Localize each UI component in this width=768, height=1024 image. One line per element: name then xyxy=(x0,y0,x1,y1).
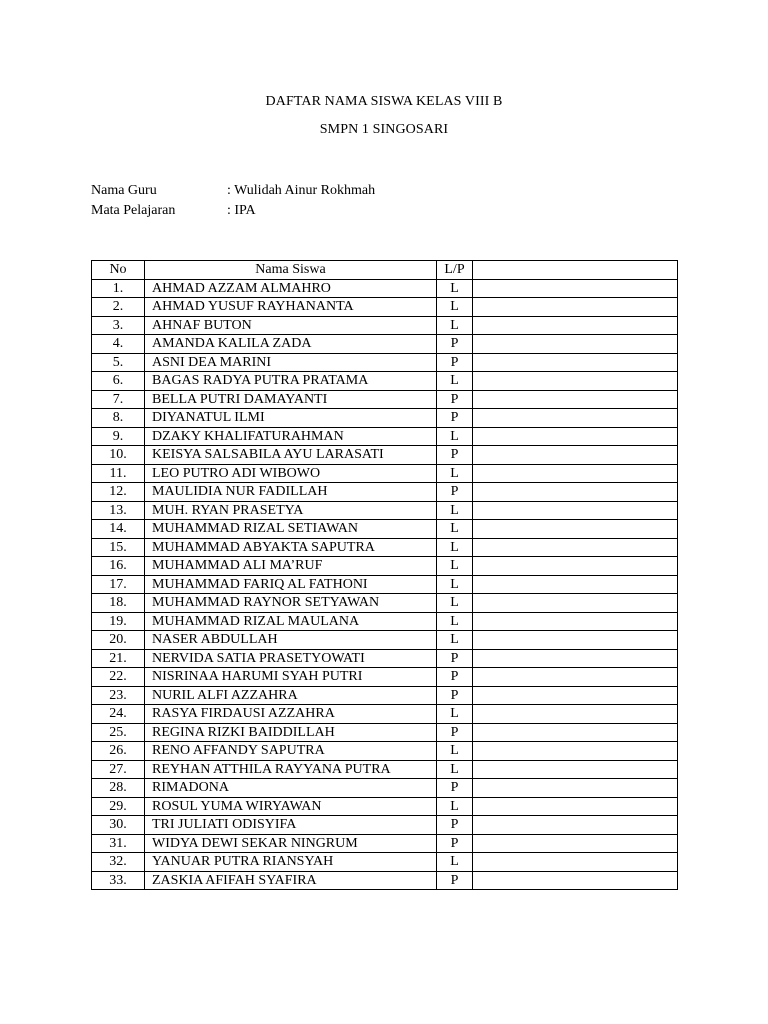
row-number: 16. xyxy=(92,557,145,576)
student-gender: P xyxy=(437,335,473,354)
table-row xyxy=(92,723,678,742)
row-number: 18. xyxy=(92,594,145,613)
blank-cell xyxy=(473,686,678,705)
student-name: ROSUL YUMA WIRYAWAN xyxy=(145,797,437,816)
blank-cell xyxy=(473,557,678,576)
blank-cell xyxy=(473,834,678,853)
student-name: NASER ABDULLAH xyxy=(145,631,437,650)
table-row xyxy=(92,483,678,502)
blank-cell xyxy=(473,760,678,779)
document-title: DAFTAR NAMA SISWA KELAS VIII B xyxy=(265,94,503,109)
student-gender: L xyxy=(437,298,473,317)
student-gender: L xyxy=(437,316,473,335)
row-number: 32. xyxy=(92,853,145,872)
table-row xyxy=(92,871,678,890)
header-name: Nama Siswa xyxy=(145,261,437,280)
student-name: RENO AFFANDY SAPUTRA xyxy=(145,742,437,761)
table-body xyxy=(92,279,678,890)
student-gender: L xyxy=(437,631,473,650)
table-row xyxy=(92,668,678,687)
blank-cell xyxy=(473,594,678,613)
header-blank xyxy=(473,261,678,280)
student-gender: L xyxy=(437,279,473,298)
student-gender: P xyxy=(437,649,473,668)
row-number: 23. xyxy=(92,686,145,705)
table-row xyxy=(92,335,678,354)
student-name: NISRINAA HARUMI SYAH PUTRI xyxy=(145,668,437,687)
table-row xyxy=(92,760,678,779)
row-number: 17. xyxy=(92,575,145,594)
table-row xyxy=(92,649,678,668)
table-row xyxy=(92,594,678,613)
blank-cell xyxy=(473,298,678,317)
row-number: 28. xyxy=(92,779,145,798)
table-row xyxy=(92,686,678,705)
student-name: KEISYA SALSABILA AYU LARASATI xyxy=(145,446,437,465)
student-name: REGINA RIZKI BAIDDILLAH xyxy=(145,723,437,742)
blank-cell xyxy=(473,372,678,391)
table-row xyxy=(92,390,678,409)
student-gender: L xyxy=(437,520,473,539)
table-row xyxy=(92,353,678,372)
row-number: 30. xyxy=(92,816,145,835)
blank-cell xyxy=(473,335,678,354)
student-name: AHMAD YUSUF RAYHANANTA xyxy=(145,298,437,317)
student-gender: L xyxy=(437,464,473,483)
table-row xyxy=(92,797,678,816)
blank-cell xyxy=(473,409,678,428)
table-row xyxy=(92,816,678,835)
student-gender: P xyxy=(437,446,473,465)
student-name: RIMADONA xyxy=(145,779,437,798)
student-gender: P xyxy=(437,668,473,687)
student-name: RASYA FIRDAUSI AZZAHRA xyxy=(145,705,437,724)
blank-cell xyxy=(473,575,678,594)
student-name: MUHAMMAD RAYNOR SETYAWAN xyxy=(145,594,437,613)
blank-cell xyxy=(473,631,678,650)
student-gender: P xyxy=(437,390,473,409)
row-number: 4. xyxy=(92,335,145,354)
row-number: 3. xyxy=(92,316,145,335)
table-row xyxy=(92,372,678,391)
row-number: 22. xyxy=(92,668,145,687)
table-row xyxy=(92,612,678,631)
table-row xyxy=(92,520,678,539)
student-name: NERVIDA SATIA PRASETYOWATI xyxy=(145,649,437,668)
row-number: 9. xyxy=(92,427,145,446)
student-name: BAGAS RADYA PUTRA PRATAMA xyxy=(145,372,437,391)
student-gender: L xyxy=(437,538,473,557)
student-gender: P xyxy=(437,871,473,890)
subject-info xyxy=(91,201,256,221)
student-name: DIYANATUL ILMI xyxy=(145,409,437,428)
table-row xyxy=(92,427,678,446)
row-number: 33. xyxy=(92,871,145,890)
student-gender: L xyxy=(437,372,473,391)
row-number: 19. xyxy=(92,612,145,631)
student-gender: P xyxy=(437,816,473,835)
student-gender: P xyxy=(437,834,473,853)
student-name: MUHAMMAD RIZAL MAULANA xyxy=(145,612,437,631)
blank-cell xyxy=(473,520,678,539)
student-name: AHNAF BUTON xyxy=(145,316,437,335)
row-number: 24. xyxy=(92,705,145,724)
teacher-info xyxy=(91,181,375,201)
row-number: 27. xyxy=(92,760,145,779)
table-row xyxy=(92,538,678,557)
student-name: NURIL ALFI AZZAHRA xyxy=(145,686,437,705)
student-name: DZAKY KHALIFATURAHMAN xyxy=(145,427,437,446)
blank-cell xyxy=(473,742,678,761)
table-row xyxy=(92,279,678,298)
student-name: MUHAMMAD RIZAL SETIAWAN xyxy=(145,520,437,539)
blank-cell xyxy=(473,779,678,798)
student-gender: P xyxy=(437,723,473,742)
blank-cell xyxy=(473,353,678,372)
blank-cell xyxy=(473,649,678,668)
table-row xyxy=(92,834,678,853)
table-row xyxy=(92,464,678,483)
table-row xyxy=(92,575,678,594)
table-row xyxy=(92,316,678,335)
student-gender: L xyxy=(437,575,473,594)
blank-cell xyxy=(473,427,678,446)
student-name: MUH. RYAN PRASETYA xyxy=(145,501,437,520)
header-no: No xyxy=(92,261,145,280)
table-row xyxy=(92,501,678,520)
row-number: 2. xyxy=(92,298,145,317)
student-gender: L xyxy=(437,760,473,779)
blank-cell xyxy=(473,538,678,557)
blank-cell xyxy=(473,723,678,742)
row-number: 7. xyxy=(92,390,145,409)
teacher-value: : Wulidah Ainur Rokhmah xyxy=(227,183,376,198)
student-name: AHMAD AZZAM ALMAHRO xyxy=(145,279,437,298)
student-gender: P xyxy=(437,779,473,798)
student-gender: P xyxy=(437,409,473,428)
row-number: 11. xyxy=(92,464,145,483)
blank-cell xyxy=(473,501,678,520)
student-gender: L xyxy=(437,594,473,613)
student-name: ASNI DEA MARINI xyxy=(145,353,437,372)
student-table xyxy=(91,260,678,890)
row-number: 13. xyxy=(92,501,145,520)
row-number: 25. xyxy=(92,723,145,742)
student-name: LEO PUTRO ADI WIBOWO xyxy=(145,464,437,483)
blank-cell xyxy=(473,705,678,724)
student-gender: P xyxy=(437,483,473,502)
student-gender: L xyxy=(437,853,473,872)
student-gender: L xyxy=(437,427,473,446)
blank-cell xyxy=(473,797,678,816)
row-number: 1. xyxy=(92,279,145,298)
row-number: 5. xyxy=(92,353,145,372)
blank-cell xyxy=(473,853,678,872)
row-number: 29. xyxy=(92,797,145,816)
blank-cell xyxy=(473,483,678,502)
student-name: MAULIDIA NUR FADILLAH xyxy=(145,483,437,502)
student-name: TRI JULIATI ODISYIFA xyxy=(145,816,437,835)
row-number: 20. xyxy=(92,631,145,650)
row-number: 6. xyxy=(92,372,145,391)
school-name: SMPN 1 SINGOSARI xyxy=(319,122,449,137)
student-gender: L xyxy=(437,557,473,576)
student-name: WIDYA DEWI SEKAR NINGRUM xyxy=(145,834,437,853)
student-gender: L xyxy=(437,501,473,520)
row-number: 15. xyxy=(92,538,145,557)
blank-cell xyxy=(473,668,678,687)
row-number: 10. xyxy=(92,446,145,465)
student-gender: P xyxy=(437,686,473,705)
table-header-row xyxy=(92,261,678,280)
blank-cell xyxy=(473,446,678,465)
row-number: 12. xyxy=(92,483,145,502)
student-name: MUHAMMAD ALI MA’RUF xyxy=(145,557,437,576)
table-row xyxy=(92,557,678,576)
student-name: MUHAMMAD ABYAKTA SAPUTRA xyxy=(145,538,437,557)
student-gender: L xyxy=(437,797,473,816)
student-name: ZASKIA AFIFAH SYAFIRA xyxy=(145,871,437,890)
subject-value: : IPA xyxy=(227,203,256,218)
student-name: MUHAMMAD FARIQ AL FATHONI xyxy=(145,575,437,594)
table-row xyxy=(92,298,678,317)
student-name: REYHAN ATTHILA RAYYANA PUTRA xyxy=(145,760,437,779)
subject-label: Mata Pelajaran xyxy=(91,203,176,218)
student-gender: L xyxy=(437,612,473,631)
header-gender: L/P xyxy=(437,261,473,280)
row-number: 8. xyxy=(92,409,145,428)
row-number: 14. xyxy=(92,520,145,539)
row-number: 26. xyxy=(92,742,145,761)
blank-cell xyxy=(473,279,678,298)
table-row xyxy=(92,779,678,798)
row-number: 21. xyxy=(92,649,145,668)
blank-cell xyxy=(473,390,678,409)
student-gender: L xyxy=(437,705,473,724)
blank-cell xyxy=(473,316,678,335)
blank-cell xyxy=(473,612,678,631)
table-row xyxy=(92,446,678,465)
table-row xyxy=(92,853,678,872)
table-row xyxy=(92,409,678,428)
blank-cell xyxy=(473,464,678,483)
table-row xyxy=(92,742,678,761)
table-row xyxy=(92,631,678,650)
student-name: YANUAR PUTRA RIANSYAH xyxy=(145,853,437,872)
teacher-label: Nama Guru xyxy=(91,183,157,198)
student-name: BELLA PUTRI DAMAYANTI xyxy=(145,390,437,409)
student-name: AMANDA KALILA ZADA xyxy=(145,335,437,354)
table-row xyxy=(92,705,678,724)
student-gender: P xyxy=(437,353,473,372)
blank-cell xyxy=(473,816,678,835)
row-number: 31. xyxy=(92,834,145,853)
blank-cell xyxy=(473,871,678,890)
student-gender: L xyxy=(437,742,473,761)
